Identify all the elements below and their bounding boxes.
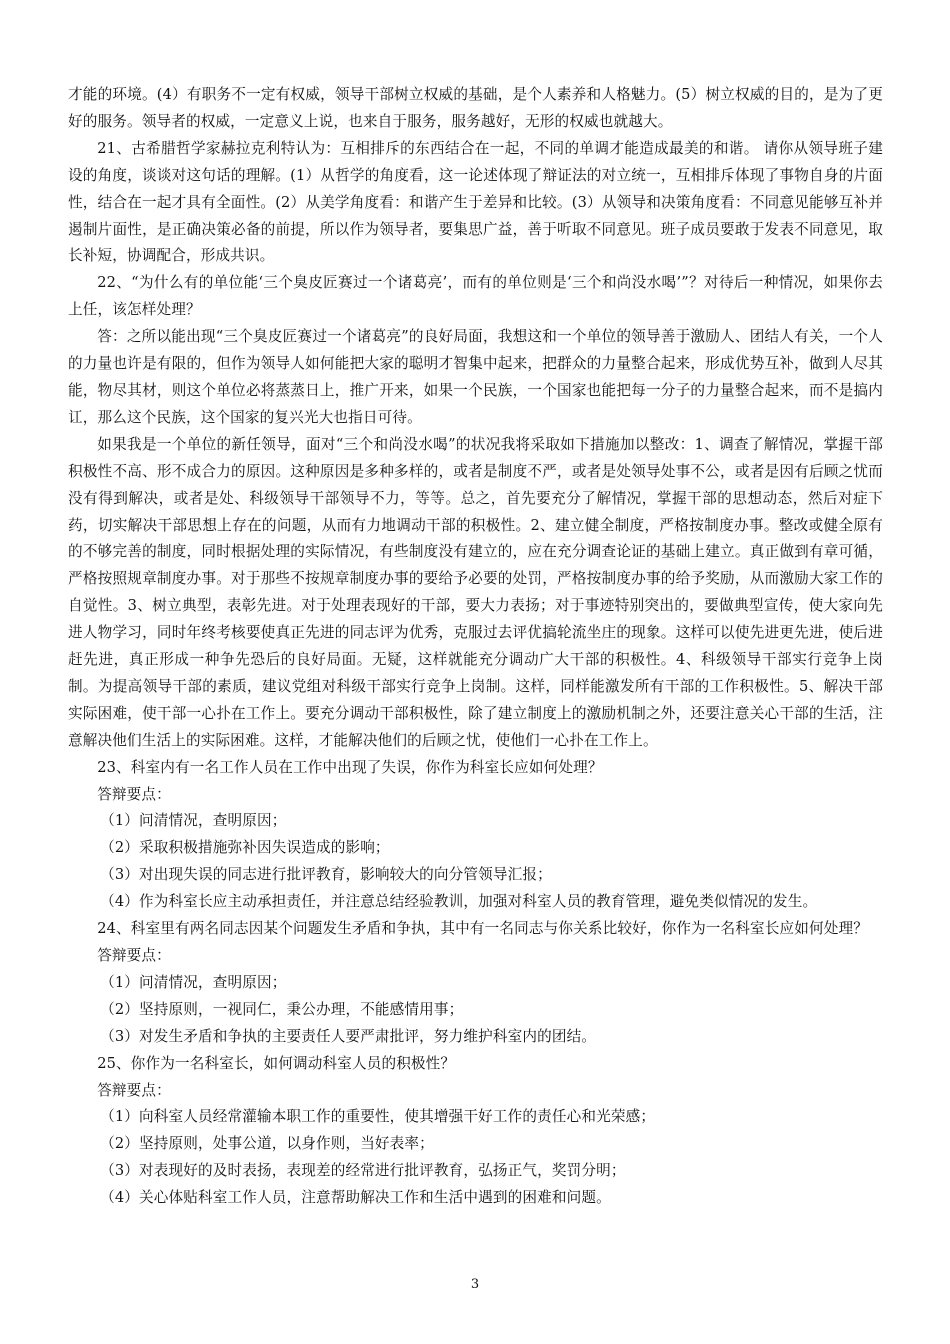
question-24: 24、科室里有两名同志因某个问题发生矛盾和争执，其中有一名同志与你关系比较好，你作为一名科室长应如何处理？ [97,920,868,938]
question-23: 23、科室内有一名工作人员在工作中出现了失误，你作为科室长应如何处理？ [97,758,603,776]
answer-25-point-3: （3）对表现好的及时表扬，表现差的经常进行批评教育，弘扬正气，奖罚分明； [100,1162,626,1180]
paragraph-authority-continuation: 才能的环境。(4）有职务不一定有权威，领导干部树立权威的基础，是个人素养和人格魅力。(5）树立权威的目的，是为了更好的服务。领导者的权威，一定意义上说，也来自于服务，服务越好，无形的权威也就越大。 [68,86,883,130]
answer-24-point-2: （2）坚持原则，一视同仁，秉公办理，不能感情用事； [100,1000,464,1018]
question-22: 22、“为什么有的单位能‘三个臭皮匠赛过一个诸葛亮’，而有的单位则是‘三个和尚没水喝’”？对待后一种情况，如果你去上任，该怎样处理？ [68,274,883,319]
document-page [68,82,883,1212]
answer-25-point-4: （4）关心体贴科室工作人员，注意帮助解决工作和生活中遇到的困难和问题。 [100,1189,611,1207]
answer-23-point-4: （4）作为科室长应主动承担责任，并注意总结经验教训，加强对科室人员的教育管理，避免类似情况的发生。 [100,893,818,911]
answer-25-heading: 答辩要点： [97,1081,171,1099]
answer-22-measures: 如果我是一个单位的新任领导，面对“三个和尚没水喝”的状况我将采取如下措施加以整改：1、调查了解情况，掌握干部积极性不高、形不成合力的原因。这种原因是多种多样的，或者是制度不严，或者是处领导处事不公，或者是因有后顾之忧而没有得到解决，或者是处、科级领导干部领导不力，等等。总之，首先要充分了解情况，掌握干部的思想动态，然后对症下药，切实解决干部思想上存在的问题，从而有力地调动干部的积极性。2、建立健全制度，严格按制度办事。整改或健全原有的不够完善的制度，同时根据处理的实际情况，有些制度没有建立的，应在充分调查论证的基础上建立。真正做到有章可循，严格按照规章制度办事。对于那些不按规章制度办事的要给予必要的处罚，严格按制度办事的给予奖励，从而激励大家工作的自觉性。3、树立典型，表彰先进。对于处理表现好的干部，要大力表扬；对于事迹特别突出的，要做典型宣传，使大家向先进人物学习，同时年终考核要使真正先进的同志评为优秀，克服过去评优搞轮流坐庄的现象。这样可以使先进更先进，使后进赶先进，真正形成一种争先恐后的良好局面。无疑，这样就能充分调动广大干部的积极性。4、科级领导干部实行竞争上岗制。为提高领导干部的素质，建议党组对科级干部实行竞争上岗制。这样，同样能激发所有干部的工作积极性。5、解决干部实际困难，使干部一心扑在工作上。要充分调动干部积极性，除了建立制度上的激励机制之外，还要注意关心干部的生活，注意解决他们生活上的实际困难。这样，才能解决他们的后顾之忧，使他们一心扑在工作上。 [68,435,883,749]
answer-22-intro: 答：之所以能出现“三个臭皮匠赛过一个诸葛亮”的良好局面，我想这和一个单位的领导善于激励人、团结人有关，一个人的力量也许是有限的，但作为领导人如何能把大家的聪明才智集中起来，把群众的力量整合起来，形成优势互补，做到人尽其能，物尽其材，则这个单位必将蒸蒸日上，推广开来，如果一个民族，一个国家也能把每一分子的力量整合起来，而不是搞内讧，那么这个民族，这个国家的复兴光大也指日可待。 [68,328,883,426]
answer-25-point-2: （2）坚持原则，处事公道，以身作则，当好表率； [100,1135,434,1153]
question-21: 21、古希腊哲学家赫拉克利特认为：互相排斥的东西结合在一起，不同的单调才能造成最美的和谐。 请你从领导班子建设的角度，谈谈对这句话的理解。(1）从哲学的角度看，这一论述体现了辩证法的对立统一，互相排斥体现了事物自身的片面性，结合在一起才具有全面性。(2）从美学角度看：和谐产生于差异和比较。(3）从领导和决策角度看：不同意见能够互补并遏制片面性，是正确决策必备的前提，所以作为领导者，要集思广益，善于听取不同意见。班子成员要敢于发表不同意见，取长补短，协调配合，形成共识。 [68,139,883,265]
page-number: 3 [470,1277,480,1292]
answer-23-point-1: （1）问清情况，查明原因； [100,812,287,830]
answer-23-heading: 答辩要点： [97,785,171,803]
question-25: 25、你作为一名科室长，如何调动科室人员的积极性？ [97,1054,456,1072]
answer-24-heading: 答辩要点： [97,947,171,964]
answer-24-point-3: （3）对发生矛盾和争执的主要责任人要严肃批评，努力维护科室内的团结。 [100,1027,597,1045]
answer-23-point-2: （2）采取积极措施弥补因失误造成的影响； [100,839,390,857]
answer-24-point-1: （1）问清情况，查明原因； [100,973,287,991]
answer-23-point-3: （3）对出现失误的同志进行批评教育，影响较大的向分管领导汇报； [100,866,552,884]
answer-25-point-1: （1）向科室人员经常灌输本职工作的重要性，使其增强干好工作的责任心和光荣感； [100,1108,656,1126]
